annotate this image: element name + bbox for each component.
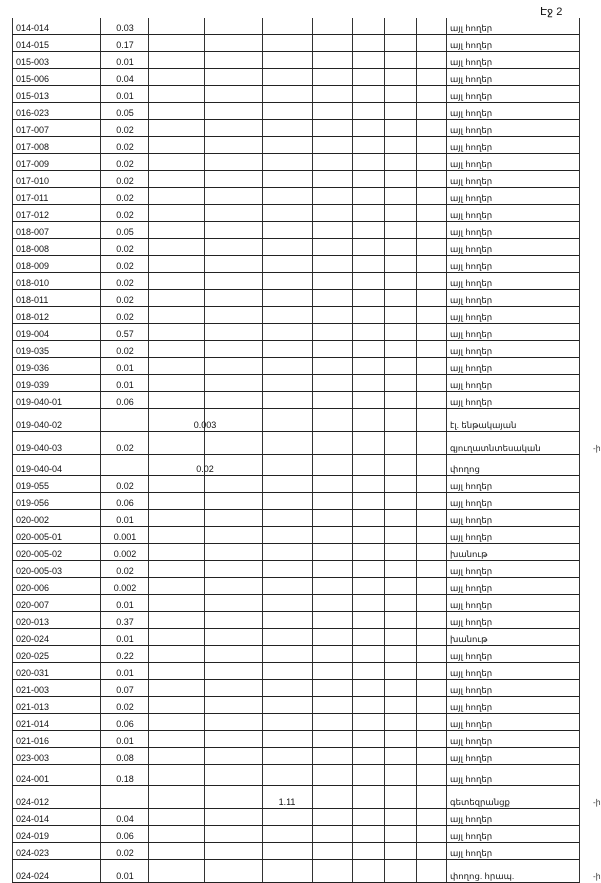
table-row: [12, 103, 579, 120]
land-use: այլ հողեր: [450, 617, 493, 627]
parcel-area: 0.02: [116, 261, 134, 271]
land-use: գյուղատնտեսական: [450, 443, 541, 453]
parcel-area: 0.02: [116, 142, 134, 152]
table-row: [12, 432, 601, 455]
parcel-area: 0.03: [116, 23, 134, 33]
land-use: այլ հողեր: [450, 210, 493, 220]
land-use: այլ հողեր: [450, 532, 493, 542]
table-row: [12, 188, 579, 205]
parcel-area-water: 1.11: [278, 797, 296, 807]
table-row: [12, 239, 579, 256]
parcel-code: 014-014: [16, 23, 50, 33]
table-row: [12, 731, 579, 748]
parcel-code: 019-035: [16, 346, 50, 356]
table-row: [12, 273, 579, 290]
parcel-code: 020-025: [16, 651, 50, 661]
parcel-area: 0.18: [116, 774, 134, 784]
land-use: այլ հողեր: [450, 329, 493, 339]
parcel-area: 0.17: [116, 40, 134, 50]
parcel-area: 0.06: [116, 397, 134, 407]
parcel-code: 017-009: [16, 159, 50, 169]
parcel-code: 020-005-02: [16, 549, 63, 559]
parcel-code: 017-012: [16, 210, 50, 220]
parcel-area: 0.22: [116, 651, 134, 661]
parcel-code: 018-007: [16, 227, 50, 237]
table-row: [12, 86, 579, 103]
parcel-code: 021-003: [16, 685, 50, 695]
parcel-area: 0.02: [116, 848, 134, 858]
land-use: այլ հողեր: [450, 278, 493, 288]
land-use: այլ հողեր: [450, 159, 493, 169]
parcel-code: 024-019: [16, 831, 50, 841]
land-use: այլ հողեր: [450, 40, 493, 50]
parcel-area: 0.02: [116, 295, 134, 305]
table-row: [12, 826, 579, 843]
parcel-area: 0.01: [116, 736, 134, 746]
land-use: այլ հողեր: [450, 142, 493, 152]
parcel-area: 0.37: [116, 617, 134, 627]
parcel-area: 0.04: [116, 74, 134, 84]
land-use: այլ հողեր: [450, 244, 493, 254]
parcel-area: 0.02: [116, 278, 134, 288]
land-use: այլ հողեր: [450, 346, 493, 356]
parcel-code: 020-024: [16, 634, 50, 644]
table-row: [12, 324, 579, 341]
parcel-area: 0.01: [116, 380, 134, 390]
parcel-area: 0.01: [116, 91, 134, 101]
land-use: այլ հողեր: [450, 753, 493, 763]
parcel-code: 019-040-04: [16, 464, 63, 474]
margin-mark: -ի: [593, 444, 601, 453]
land-use: այլ հողեր: [450, 125, 493, 135]
parcel-area: [102, 455, 148, 475]
parcel-code: 018-010: [16, 278, 50, 288]
parcel-area: 0.02: [116, 481, 134, 491]
table-row: [12, 595, 579, 612]
table-row: [12, 455, 579, 476]
parcel-area: 0.02: [116, 176, 134, 186]
parcel-code: 015-013: [16, 91, 50, 101]
parcel-area: 0.06: [116, 498, 134, 508]
parcel-code: 019-039: [16, 380, 50, 390]
parcel-area: 0.02: [116, 193, 134, 203]
parcel-code: 018-011: [16, 295, 49, 305]
parcel-code: 021-016: [16, 736, 50, 746]
table-row: [12, 290, 579, 307]
parcel-code: 020-006: [16, 583, 50, 593]
land-use: այլ հողեր: [450, 380, 493, 390]
table-row: [12, 748, 579, 765]
land-use: փողոց. հրապ.: [450, 871, 515, 881]
parcel-area: 0.06: [116, 831, 134, 841]
table-row: [12, 120, 579, 137]
parcel-area-other: 0.003: [193, 420, 217, 430]
table-row: [12, 646, 579, 663]
parcel-code: 019-040-03: [16, 443, 63, 453]
land-use: այլ հողեր: [450, 583, 493, 593]
land-use: այլ հողեր: [450, 498, 493, 508]
parcel-code: 017-007: [16, 125, 50, 135]
land-use: այլ հողեր: [450, 831, 493, 841]
parcel-area: 0.05: [116, 227, 134, 237]
parcel-area: 0.02: [116, 210, 134, 220]
parcel-area: 0.06: [116, 719, 134, 729]
land-use: այլ հողեր: [450, 702, 493, 712]
parcel-area: 0.02: [116, 346, 134, 356]
parcel-code: 024-001: [16, 774, 50, 784]
table-row: [12, 510, 579, 527]
table-row: [12, 35, 579, 52]
parcel-area: 0.01: [116, 668, 134, 678]
parcel-area: 0.02: [116, 244, 134, 254]
land-use: այլ հողեր: [450, 848, 493, 858]
land-use: այլ հողեր: [450, 515, 493, 525]
parcel-code: 020-031: [16, 668, 50, 678]
parcel-code: 019-040-02: [16, 420, 63, 430]
land-use: այլ հողեր: [450, 193, 493, 203]
land-use: այլ հողեր: [450, 600, 493, 610]
parcel-code: 019-040-01: [16, 397, 63, 407]
parcel-area: 0.002: [113, 549, 137, 559]
land-parcel-table: [12, 18, 601, 883]
table-row: [12, 52, 579, 69]
parcel-area: 0.02: [116, 159, 134, 169]
parcel-code: 017-010: [16, 176, 50, 186]
land-use: այլ հողեր: [450, 774, 493, 784]
table-row: [12, 476, 579, 493]
parcel-area: 0.01: [116, 363, 134, 373]
parcel-code: 015-006: [16, 74, 50, 84]
parcel-code: 024-024: [16, 871, 50, 881]
parcel-code: 024-012: [16, 797, 50, 807]
land-use: այլ հողեր: [450, 57, 493, 67]
parcel-area: 0.57: [116, 329, 134, 339]
land-use: այլ հողեր: [450, 363, 493, 373]
margin-mark: -ի: [593, 798, 601, 807]
parcel-code: 018-009: [16, 261, 50, 271]
table-row: [12, 612, 579, 629]
table-row: [12, 205, 579, 222]
parcel-code: 014-015: [16, 40, 50, 50]
table-row: [12, 561, 579, 578]
land-use: էլ. ենթակայան: [450, 420, 517, 430]
parcel-code: 019-055: [16, 481, 50, 491]
table-row: [12, 843, 579, 860]
land-use: այլ հողեր: [450, 736, 493, 746]
parcel-code: 020-005-01: [16, 532, 63, 542]
land-use: այլ հողեր: [450, 176, 493, 186]
table-row: [12, 809, 579, 826]
parcel-area: 0.01: [116, 634, 134, 644]
table-row: [12, 860, 601, 883]
parcel-code: 018-008: [16, 244, 50, 254]
parcel-area: 0.01: [116, 600, 134, 610]
land-use: այլ հողեր: [450, 397, 493, 407]
table-row: [12, 171, 579, 188]
land-use: խանութ: [450, 634, 488, 644]
parcel-area: 0.04: [116, 814, 134, 824]
table-row: [12, 392, 579, 409]
parcel-area: [102, 786, 148, 808]
parcel-area: 0.002: [113, 583, 137, 593]
parcel-code: 020-007: [16, 600, 50, 610]
table-row: [12, 714, 579, 731]
table-row: [12, 786, 601, 809]
table-row: [12, 578, 579, 595]
parcel-area: 0.02: [116, 566, 134, 576]
table-row: [12, 307, 579, 324]
parcel-area: [102, 409, 148, 431]
parcel-code: 021-014: [16, 719, 50, 729]
table-row: [12, 137, 579, 154]
parcel-code: 017-011: [16, 193, 49, 203]
parcel-area: 0.02: [116, 312, 134, 322]
parcel-area: 0.01: [116, 57, 134, 67]
land-use: գետեզրանցք: [450, 797, 510, 807]
parcel-code: 016-023: [16, 108, 50, 118]
table-row: [12, 375, 579, 392]
land-use: այլ հողեր: [450, 481, 493, 491]
table-row: [12, 222, 579, 239]
parcel-code: 019-056: [16, 498, 50, 508]
land-use: փողոց: [450, 464, 480, 474]
table-row: [12, 358, 579, 375]
table-row: [12, 527, 579, 544]
land-use: այլ հողեր: [450, 719, 493, 729]
parcel-area: 0.08: [116, 753, 134, 763]
land-use: այլ հողեր: [450, 685, 493, 695]
table-row: [12, 154, 579, 171]
parcel-code: 020-013: [16, 617, 50, 627]
parcel-code: 024-023: [16, 848, 50, 858]
table-row: [12, 256, 579, 273]
table-row: [12, 680, 579, 697]
land-use: այլ հողեր: [450, 312, 493, 322]
parcel-area: 0.05: [116, 108, 134, 118]
land-use: այլ հողեր: [450, 91, 493, 101]
parcel-area: 0.01: [116, 871, 134, 881]
parcel-area: 0.02: [116, 443, 134, 453]
parcel-area: 0.02: [116, 702, 134, 712]
table-row: [12, 629, 579, 646]
parcel-area-other: 0.02: [196, 464, 214, 474]
land-use: այլ հողեր: [450, 23, 493, 33]
table-row: [12, 697, 579, 714]
parcel-code: 020-002: [16, 515, 50, 525]
table-row: [12, 544, 579, 561]
land-use: խանութ: [450, 549, 488, 559]
parcel-code: 018-012: [16, 312, 50, 322]
land-use: այլ հողեր: [450, 651, 493, 661]
table-row: [12, 663, 579, 680]
land-use: այլ հողեր: [450, 261, 493, 271]
parcel-code: 023-003: [16, 753, 50, 763]
parcel-code: 015-003: [16, 57, 50, 67]
table-row: [12, 69, 579, 86]
page-number: Էջ 2: [540, 6, 563, 18]
parcel-code: 021-013: [16, 702, 50, 712]
parcel-code: 019-004: [16, 329, 50, 339]
table-row: [12, 493, 579, 510]
parcel-code: 019-036: [16, 363, 50, 373]
parcel-area: 0.001: [113, 532, 137, 542]
parcel-code: 017-008: [16, 142, 50, 152]
table-row: [12, 18, 579, 35]
land-use: այլ հողեր: [450, 108, 493, 118]
parcel-area: 0.02: [116, 125, 134, 135]
land-use: այլ հողեր: [450, 814, 493, 824]
table-row: [12, 409, 579, 432]
land-use: այլ հողեր: [450, 668, 493, 678]
parcel-code: 020-005-03: [16, 566, 63, 576]
parcel-area: 0.01: [116, 515, 134, 525]
land-use: այլ հողեր: [450, 74, 493, 84]
land-use: այլ հողեր: [450, 566, 493, 576]
land-use: այլ հողեր: [450, 227, 493, 237]
table-row: [12, 765, 579, 786]
land-use: այլ հողեր: [450, 295, 493, 305]
table-row: [12, 341, 579, 358]
margin-mark: -ի: [593, 872, 601, 881]
parcel-code: 024-014: [16, 814, 50, 824]
parcel-area: 0.07: [116, 685, 134, 695]
